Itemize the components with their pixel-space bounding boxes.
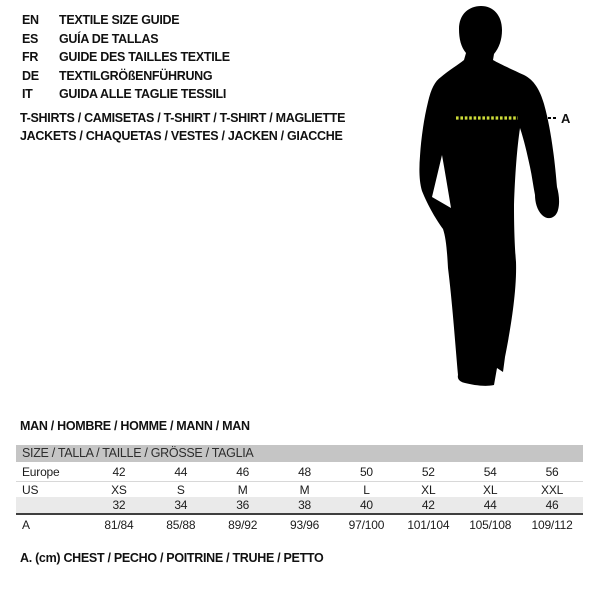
table-cell: 46 — [236, 465, 250, 479]
table-cell: XS — [111, 483, 127, 497]
table-cell: 109/112 — [531, 518, 573, 532]
table-cell: 81/84 — [104, 518, 134, 532]
row-label: US — [22, 483, 39, 497]
table-cell: 50 — [359, 465, 373, 479]
table-cell: 48 — [298, 465, 312, 479]
table-cell: S — [176, 483, 185, 497]
size-table — [16, 445, 583, 533]
table-cell: 42 — [421, 498, 435, 512]
language-title: TEXTILE SIZE GUIDE — [59, 13, 180, 27]
table-cell: 38 — [298, 498, 312, 512]
language-row — [22, 69, 230, 83]
table-cell: 46 — [545, 498, 559, 512]
table-cell: 52 — [421, 465, 435, 479]
table-cell: 105/108 — [469, 518, 512, 532]
language-title: GUIDA ALLE TAGLIE TESSILI — [59, 87, 227, 101]
garment-categories — [20, 109, 345, 145]
language-code: ES — [22, 31, 39, 46]
language-title: GUÍA DE TALLAS — [59, 31, 159, 46]
table-cell: 36 — [236, 498, 250, 512]
table-cell: 44 — [483, 498, 497, 512]
table-cell: 42 — [112, 465, 126, 479]
table-cell: XXL — [541, 483, 564, 497]
table-cell: 97/100 — [348, 518, 385, 532]
language-row — [22, 13, 230, 27]
table-cell: 93/96 — [290, 518, 320, 532]
language-title: TEXTILGRÖßENFÜHRUNG — [59, 68, 213, 83]
language-code: DE — [22, 68, 39, 83]
table-row-europe — [16, 462, 583, 482]
row-label — [16, 497, 88, 513]
table-cell: 85/88 — [166, 518, 196, 532]
table-cell: XL — [421, 483, 436, 497]
table-cell: L — [363, 483, 370, 497]
table-cell: M — [299, 483, 310, 497]
table-cell: M — [237, 483, 248, 497]
table-row-chest — [16, 513, 583, 533]
row-label: A — [22, 518, 30, 532]
table-cell: 40 — [359, 498, 373, 512]
table-row-alt-sizes — [16, 497, 583, 513]
language-list — [22, 13, 230, 101]
category-line-tshirts: T-SHIRTS / CAMISETAS / T-SHIRT / T-SHIRT / MAGLIETTE — [20, 111, 346, 125]
language-row — [22, 50, 230, 64]
man-silhouette-figure — [400, 0, 580, 400]
language-code: EN — [22, 13, 39, 27]
table-cell: 32 — [112, 498, 126, 512]
chest-measure-label: A — [561, 111, 571, 126]
man-silhouette — [419, 6, 559, 386]
language-title: GUIDE DES TAILLES TEXTILE — [59, 50, 230, 64]
size-table-header: SIZE / TALLA / TAILLE / GRÖSSE / TAGLIA — [16, 445, 583, 462]
language-code: IT — [22, 87, 33, 101]
table-cell: 56 — [545, 465, 559, 479]
table-row-us — [16, 482, 583, 497]
language-row — [22, 32, 230, 46]
table-cell: 34 — [174, 498, 188, 512]
table-cell: 54 — [483, 465, 497, 479]
table-cell: 44 — [174, 465, 188, 479]
row-label: Europe — [22, 465, 60, 479]
language-code: FR — [22, 50, 39, 64]
table-cell: 89/92 — [228, 518, 258, 532]
table-cell: 101/104 — [407, 518, 450, 532]
language-row — [22, 87, 230, 101]
category-line-jackets: JACKETS / CHAQUETAS / VESTES / JACKEN / GIACCHE — [20, 129, 343, 143]
measurement-footnote: A. (cm) CHEST / PECHO / POITRINE / TRUHE / PETTO — [20, 551, 324, 565]
table-cell: XL — [483, 483, 498, 497]
gender-heading: MAN / HOMBRE / HOMME / MANN / MAN — [20, 419, 250, 433]
